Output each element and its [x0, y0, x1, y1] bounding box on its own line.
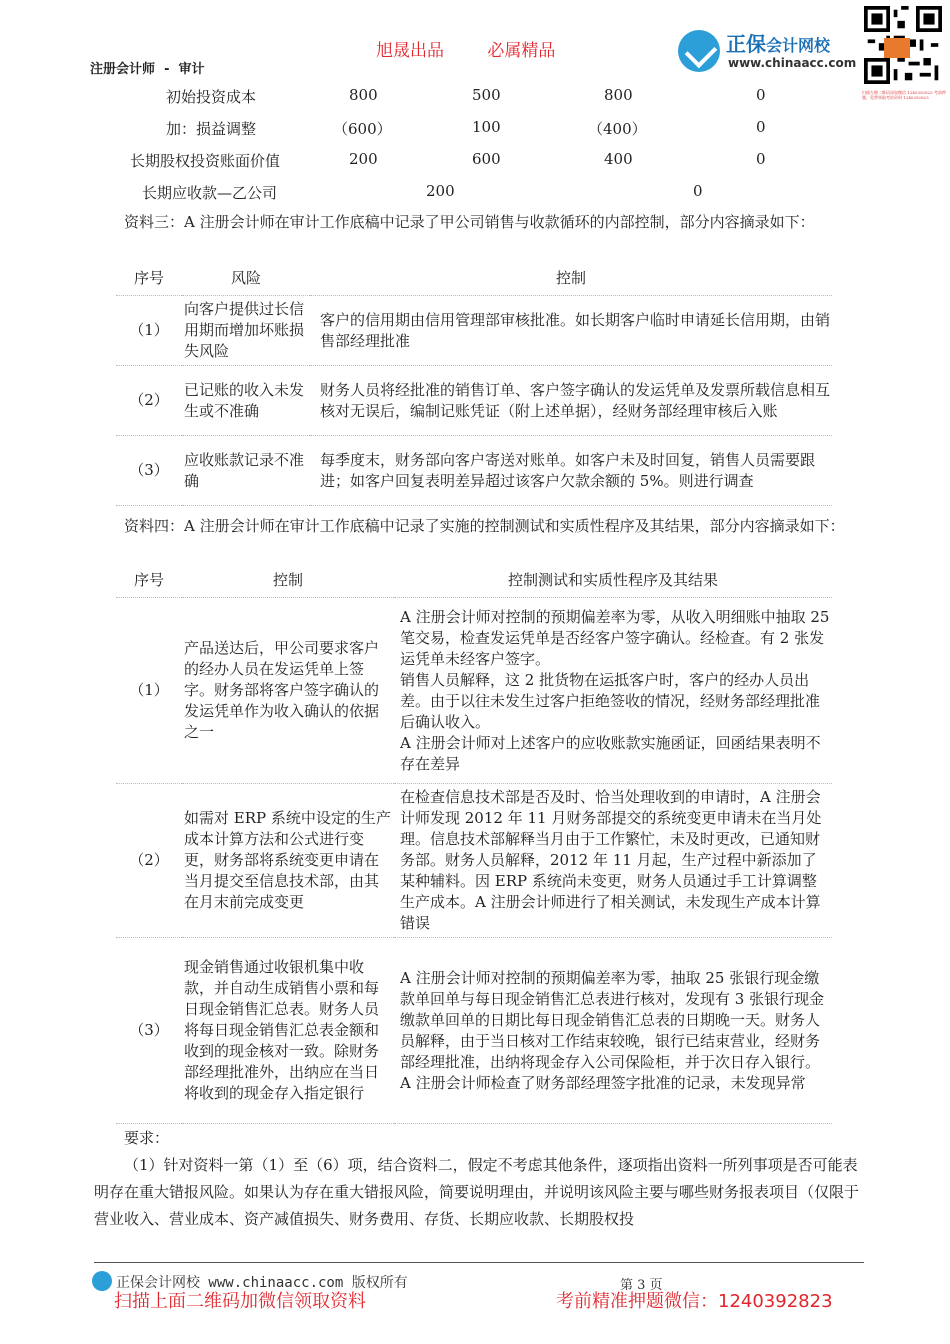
table-row: （1） 产品送达后，甲公司要求客户的经办人员在发运凭单上签字。财务部将客户签字确认的发运凭单作为收入确认的依据之一 A 注册会计师对控制的预期偏差率为零，从收入明细账中抽取 25 笔交易，检查发运凭单是否经客户签字确认。经检查。有 2 张发运凭单未经客户签字。 销售人员解释，这 2 批货物在运抵客户时，客户的经办人员出差。由于以往未发生过客户拒绝签收的情况，经财务部经理批准后确认收入。 A 注册会计师对上述客户的应收账款实施函证，回函结果表明不存在差异: [116, 598, 832, 784]
footer-logo-icon: [92, 1271, 112, 1291]
footer-copyright: 正保会计网校 www.chinaacc.com 版权所有: [116, 1275, 408, 1291]
table-row: （3） 应收账款记录不准确 每季度末，财务部向客户寄送对账单。如客户未及时回复，销售人员需要跟进；如客户回复表明差异超过该客户欠款余额的 5%。则进行调查: [116, 436, 832, 506]
finance-row: 加：损益调整 （600） 100 （400） 0: [166, 118, 766, 138]
table-header: 风险: [182, 262, 310, 296]
logo-url: www.chinaacc.com: [728, 56, 857, 70]
slogan-right: 必属精品: [487, 41, 556, 61]
requirements-label: 要求：: [124, 1129, 170, 1147]
material4-table: [116, 564, 832, 1124]
logo-name: 正保会计网校: [726, 32, 831, 56]
material3-table: [116, 262, 832, 506]
finance-row: 长期应收款—乙公司 200 0: [142, 182, 703, 202]
footer-divider: [94, 1262, 864, 1263]
page-number: 第 3 页: [620, 1278, 663, 1293]
table-header: 序号: [116, 262, 182, 296]
finance-row: 长期股权投资账面价值 200 600 400 0: [130, 150, 766, 170]
doc-title: 注册会计师 - 审计: [90, 62, 205, 77]
logo-check-icon: [678, 30, 720, 72]
material3-intro: 资料三：A 注册会计师在审计工作底稿中记录了甲公司销售与收款循环的内部控制，部分内容摘录如下：: [124, 213, 815, 231]
table-header: 序号: [116, 564, 182, 598]
banner-left: 扫描上面二维码加微信领取资料: [114, 1291, 366, 1312]
table-row: （2） 已记账的收入未发生或不准确 财务人员将经批准的销售订单、客户签字确认的发运凭单及发票所载信息相互核对无误后，编制记账凭证（附上述单据），经财务部经理审核后入账: [116, 366, 832, 436]
table-row: （1） 向客户提供过长信用期而增加坏账损失风险 客户的信用期由信用管理部审核批准。如长期客户临时申请延长信用期，由销售部经理批准: [116, 296, 832, 366]
table-row: （2） 如需对 ERP 系统中设定的生产成本计算方法和公式进行变更，财务部将系统变更申请在当月提交至信息技术部，由其在月末前完成变更 在检查信息技术部是否及时、恰当处理收到的申请时，A 注册会计师发现 2012 年 11 月财务部提交的系统变更申请未在当月处理。信息技术部解释当月由于工作繁忙，未及时更改，已通知财务部。财务人员解释，2012 年 11 月起，生产过程中新添加了某种辅料。因 ERP 系统尚未变更，财务人员通过手工计算调整生产成本。A 注册会计师进行了相关测试，未发现生产成本计算错误: [116, 784, 832, 938]
finance-row: 初始投资成本 800 500 800 0: [166, 86, 766, 106]
slogan-left: 旭晟出品: [376, 41, 444, 61]
banner-right: 考前精准押题微信：1240392823: [556, 1291, 833, 1312]
requirements-item1: （1）针对资料一第（1）至（6）项，结合资料二，假定不考虑其他条件，逐项指出资料一所列事项是否可能表明存在重大错报风险。如果认为存在重大错报风险，简要说明理由，并说明该风险主要与哪些财务报表项目（仅限于营业收入、营业成本、资产减值损失、财务费用、存货、长期应收款、长期股权投: [94, 1156, 860, 1228]
table-header: 控制: [182, 564, 394, 598]
header-slogan: [376, 36, 593, 61]
table-header: 控制: [310, 262, 832, 296]
qr-caption: 扫描左侧二维码添加微信 1240392823 考前押题，免费领取考前资料 1240392823: [862, 90, 946, 100]
brand-logo[interactable]: [678, 26, 858, 76]
table-header: 控制测试和实质性程序及其结果: [394, 564, 832, 598]
qr-badge-icon: [884, 38, 910, 58]
table-row: （3） 现金销售通过收银机集中收款，并自动生成销售小票和每日现金销售汇总表。财务人员将每日现金销售汇总表金额和收到的现金核对一致。除财务部经理批准外，出纳应在当日将收到的现金存入指定银行 A 注册会计师对控制的预期偏差率为零，抽取 25 张银行现金缴款单回单与每日现金销售汇总表进行核对，发现有 3 张银行现金缴款单回单的日期比每日现金销售汇总表的日期晚一天。财务人员解释，由于当日核对工作结束较晚，银行已结束营业，经财务部经理批准，出纳将现金存入公司保险柜，并于次日存入银行。 A 注册会计师检查了财务部经理签字批准的记录，未发现异常: [116, 938, 832, 1124]
material4-intro: 资料四：A 注册会计师在审计工作底稿中记录了实施的控制测试和实质性程序及其结果，部分内容摘录如下：: [124, 517, 845, 535]
